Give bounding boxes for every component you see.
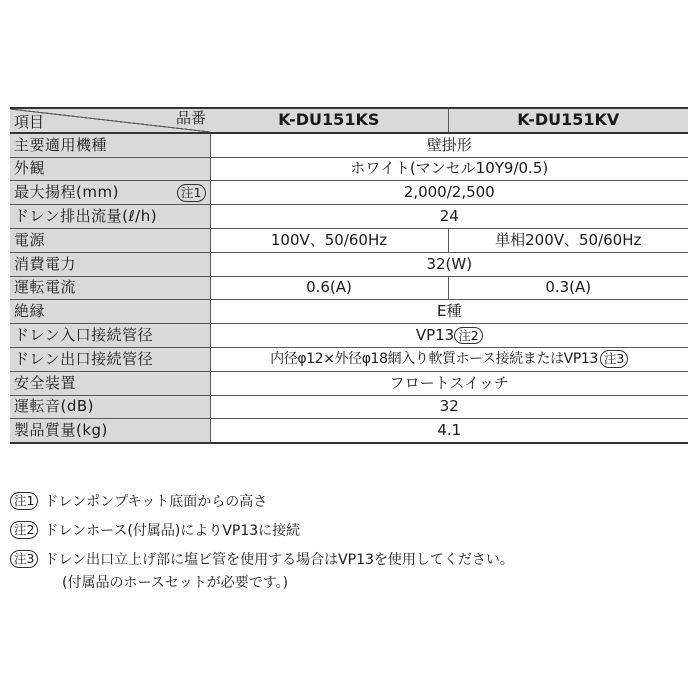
row-label-drain-outlet: ドレン出口接続管径 (10, 347, 210, 371)
table-row (10, 276, 688, 300)
table-row (10, 347, 688, 371)
footnote-1 (10, 491, 690, 511)
row-label-power-consumption: 消費電力 (10, 252, 210, 276)
drain-inlet-value-text: VP13 (415, 325, 455, 344)
row-value-operating-noise: 32 (439, 397, 459, 416)
row-value-drain-inlet (210, 324, 688, 348)
footnote-3 (10, 549, 690, 569)
table-row (10, 324, 688, 348)
table-row (10, 419, 688, 443)
max-head-label-text: 最大揚程(mm) (14, 183, 119, 202)
row-label-product-weight: 製品質量(kg) (10, 419, 210, 443)
table-row (10, 395, 688, 419)
row-label-max-head (10, 181, 210, 205)
row-label-drain-flow: ドレン排出流量(ℓ/h) (10, 205, 210, 229)
row-value-safety-device: フロートスイッチ (389, 373, 509, 392)
row-value-drain-outlet (210, 347, 688, 371)
row-label-drain-inlet: ドレン入口接続管径 (10, 324, 210, 348)
footnote-2-mark: 注2 (10, 521, 38, 539)
header-item-label: 項目 (14, 112, 45, 131)
table-header-row (10, 108, 688, 133)
table-row (10, 371, 688, 395)
row-label-insulation: 絶縁 (10, 300, 210, 324)
footnote-1-text: ドレンポンプキット底面からの高さ (44, 494, 268, 510)
row-label-safety-device: 安全装置 (10, 371, 210, 395)
table-row (10, 252, 688, 276)
table-row (10, 300, 688, 324)
row-value-power-consumption: 32(W) (426, 254, 473, 273)
model-ks-header: K-DU151KS (210, 108, 448, 133)
header-corner-cell (10, 108, 210, 133)
row-label-appearance: 外観 (10, 157, 210, 181)
model-kv-header: K-DU151KV (448, 108, 688, 133)
table-row (10, 228, 688, 252)
row-value-power-supply-ks: 100V、50/60Hz (270, 230, 388, 249)
footnote-2-text: ドレンホース(付属品)によりVP13に接続 (44, 523, 301, 539)
footnote-1-mark: 注1 (10, 492, 38, 510)
footnote-3-mark: 注3 (10, 550, 38, 568)
footnote-2 (10, 520, 690, 540)
note-1-badge: 注1 (177, 184, 205, 202)
row-value-drain-flow: 24 (439, 207, 459, 226)
header-number-label: 品番 (175, 109, 206, 127)
row-label-operating-current: 運転電流 (10, 276, 210, 300)
note-3-badge: 注3 (600, 350, 628, 368)
row-label-power-supply: 電源 (10, 228, 210, 252)
row-value-product-weight: 4.1 (437, 421, 462, 440)
note-2-badge: 注2 (454, 327, 482, 345)
footnote-3-continuation: (付属品のホースセットが必要です。) (62, 575, 289, 591)
spec-table (10, 107, 688, 444)
drain-outlet-value-text: 内径φ12×外径φ18網入り軟質ホース接続またはVP13 (270, 351, 598, 368)
row-label-operating-noise: 運転音(dB) (10, 395, 210, 419)
row-value-appearance: ホワイト(マンセル10Y9/0.5) (350, 159, 549, 178)
row-value-operating-current-kv: 0.3(A) (448, 276, 688, 300)
row-value-power-supply-kv: 単相200V、50/60Hz (448, 228, 688, 252)
table-row (10, 181, 688, 205)
row-label-applicable-model: 主要適用機種 (10, 133, 210, 157)
row-value-applicable-model: 壁掛形 (426, 135, 472, 154)
row-value-max-head: 2,000/2,500 (403, 183, 495, 202)
row-value-insulation: E種 (437, 302, 462, 321)
table-row (10, 205, 688, 229)
footnotes (10, 491, 690, 592)
row-value-operating-current-ks: 0.6(A) (306, 278, 352, 297)
table-row (10, 157, 688, 181)
table-row (10, 133, 688, 157)
footnote-3-text: ドレン出口立上げ部に塩ビ管を使用する場合はVP13を使用してください。 (44, 552, 514, 568)
